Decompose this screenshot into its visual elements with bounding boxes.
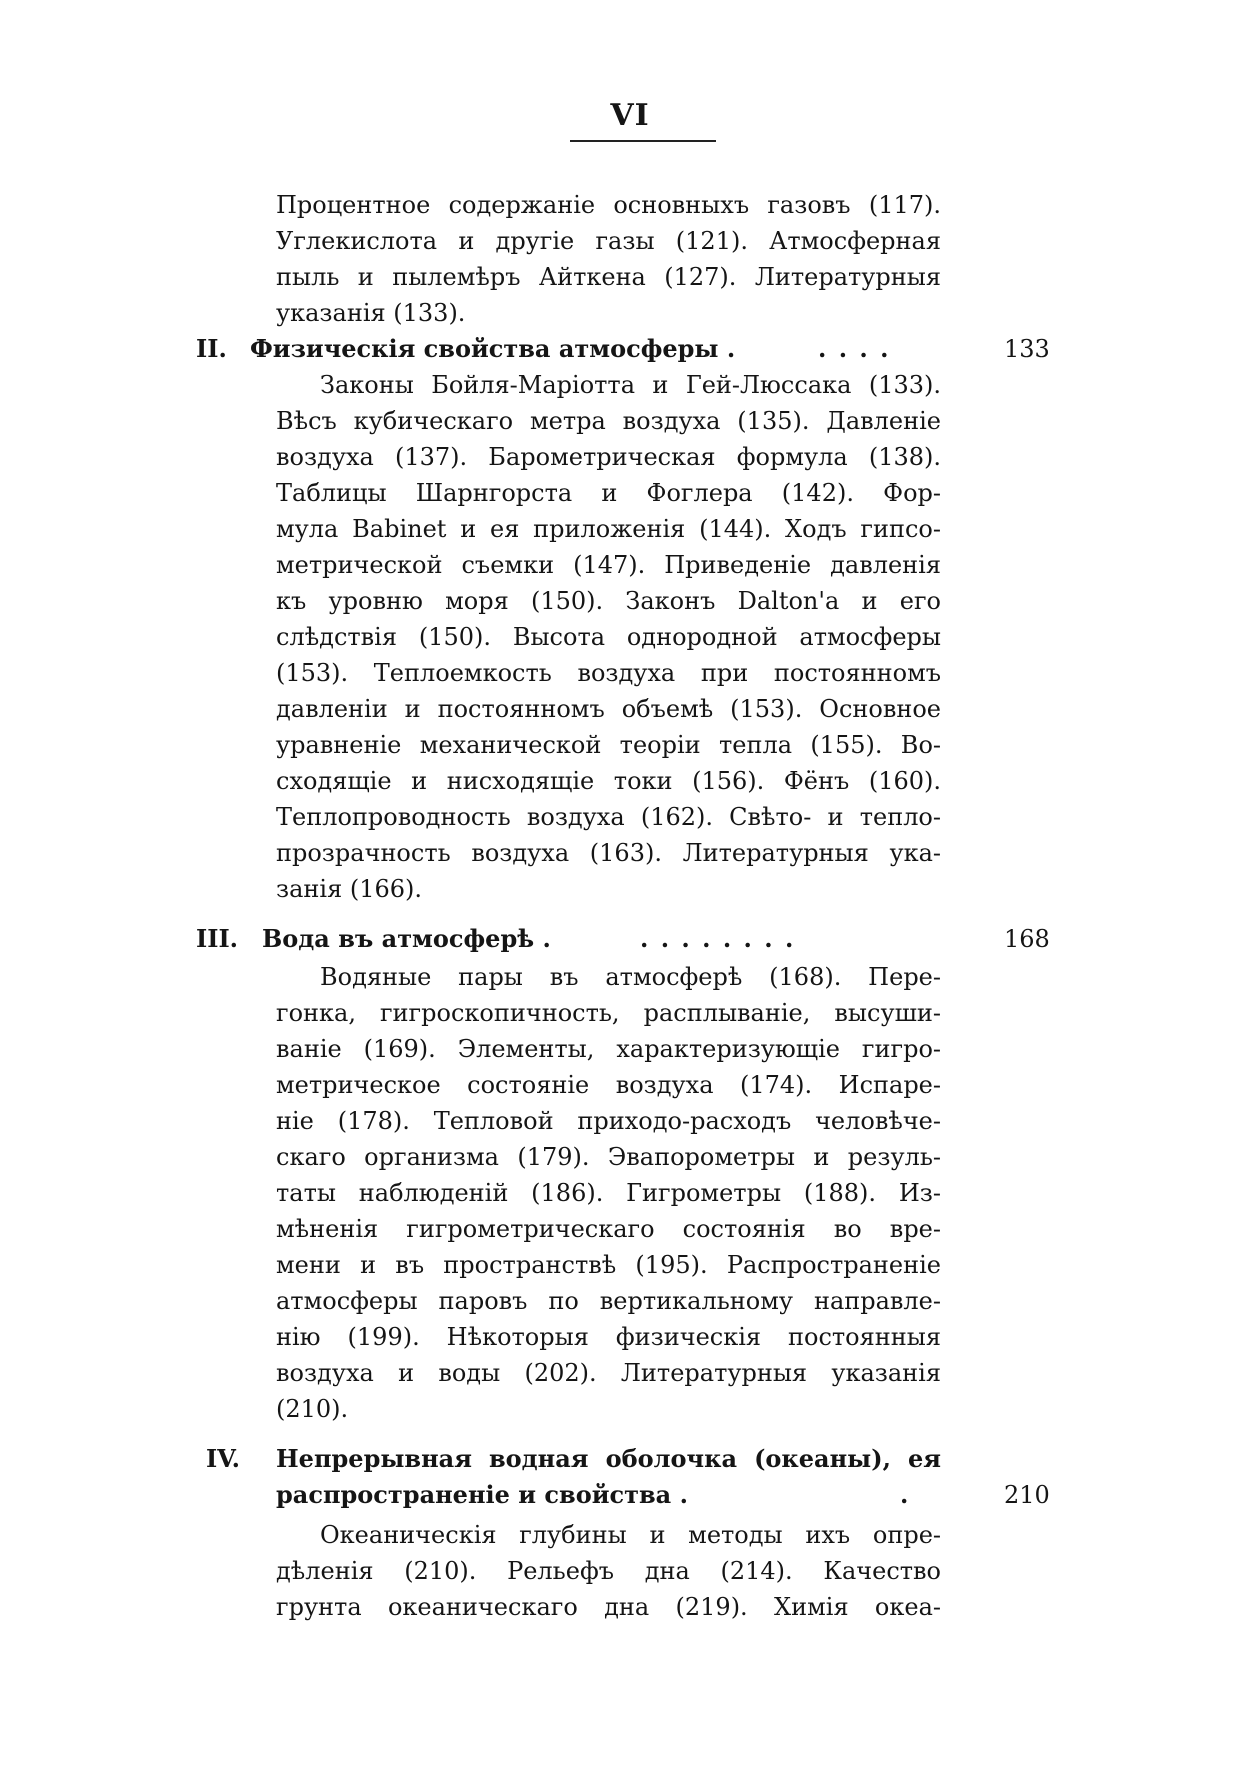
body-line: Вѣсъ кубическаго метра воздуха (135). Давленіе <box>276 407 941 435</box>
body-line: уравненіе механической теоріи тепла (155). Во- <box>276 731 941 759</box>
section-page-number: 210 <box>1004 1481 1050 1509</box>
body-line: таты наблюденій (186). Гигрометры (188). Из- <box>276 1179 941 1207</box>
body-line: (153). Теплоемкость воздуха при постоянномъ <box>276 659 941 687</box>
section-title: Непрерывная водная оболочка (океаны), ея <box>276 1444 941 1473</box>
body-line: нію (199). Нѣкоторыя физическія постоянныя <box>276 1323 941 1351</box>
body-line: воздуха (137). Барометрическая формула (138). <box>276 443 941 471</box>
intro-line: Углекислота и другіе газы (121). Атмосферная <box>276 227 941 255</box>
intro-line: Процентное содержаніе основныхъ газовъ (117). <box>276 191 941 219</box>
body-line: мени и въ пространствѣ (195). Распространеніе <box>276 1251 941 1279</box>
section-numeral: IV. <box>206 1444 241 1473</box>
dot-leader: . <box>900 1480 911 1509</box>
section-numeral: II. <box>196 334 227 363</box>
body-line: прозрачность воздуха (163). Литературныя ука- <box>276 839 941 867</box>
body-line: Теплопроводность воздуха (162). Свѣто- и тепло- <box>276 803 941 831</box>
body-line: сходящіе и нисходящіе токи (156). Фёнъ (160). <box>276 767 941 795</box>
section-page-number: 168 <box>1004 925 1050 953</box>
body-line: грунта океаническаго дна (219). Химія океа- <box>276 1593 941 1621</box>
body-line: слѣдствія (150). Высота однородной атмосферы <box>276 623 941 651</box>
section-title: Физическія свойства атмосферы . <box>250 334 736 363</box>
dot-leader: . . . . <box>818 334 891 363</box>
section-numeral: III. <box>196 924 239 953</box>
body-line: гонка, гигроскопичность, расплываніе, высуши- <box>276 999 941 1027</box>
dot-leader: . . . . . . . . <box>640 924 796 953</box>
body-line: мула Babinet и ея приложенія (144). Ходъ гипсо- <box>276 515 941 543</box>
header-rule <box>570 140 716 142</box>
body-line: мѣненія гигрометрическаго состоянія во вре- <box>276 1215 941 1243</box>
body-line: Водяные пары въ атмосферѣ (168). Пере- <box>320 963 941 991</box>
body-line: ніе (178). Тепловой приходо-расходъ человѣче- <box>276 1107 941 1135</box>
section-title: Вода въ атмосферѣ . <box>262 924 551 953</box>
body-line: Океаническія глубины и методы ихъ опре- <box>320 1521 941 1549</box>
body-line: занія (166). <box>276 875 423 903</box>
body-line: дѣленія (210). Рельефъ дна (214). Качество <box>276 1557 941 1585</box>
body-line: давленіи и постоянномъ объемѣ (153). Основное <box>276 695 941 723</box>
section-page-number: 133 <box>1004 335 1050 363</box>
body-line: метрическое состояніе воздуха (174). Испаре- <box>276 1071 941 1099</box>
body-line: метрической съемки (147). Приведеніе давленія <box>276 551 941 579</box>
body-line: Таблицы Шарнгорста и Фоглера (142). Фор- <box>276 479 941 507</box>
body-line: Законы Бойля-Маріотта и Гей-Люссака (133). <box>320 371 941 399</box>
body-line: (210). <box>276 1395 349 1423</box>
intro-line: пыль и пылемѣръ Айткена (127). Литературныя <box>276 263 941 291</box>
body-line: воздуха и воды (202). Литературныя указанія <box>276 1359 941 1387</box>
body-line: ваніе (169). Элементы, характеризующіе гигро- <box>276 1035 941 1063</box>
page-number: VI <box>610 98 650 133</box>
body-line: къ уровню моря (150). Законъ Dalton'а и его <box>276 587 941 615</box>
body-line: атмосферы паровъ по вертикальному направле- <box>276 1287 941 1315</box>
body-line: скаго организма (179). Эвапорометры и резуль- <box>276 1143 941 1171</box>
intro-line: указанія (133). <box>276 299 466 327</box>
section-title: распространеніе и свойства . <box>276 1480 688 1509</box>
